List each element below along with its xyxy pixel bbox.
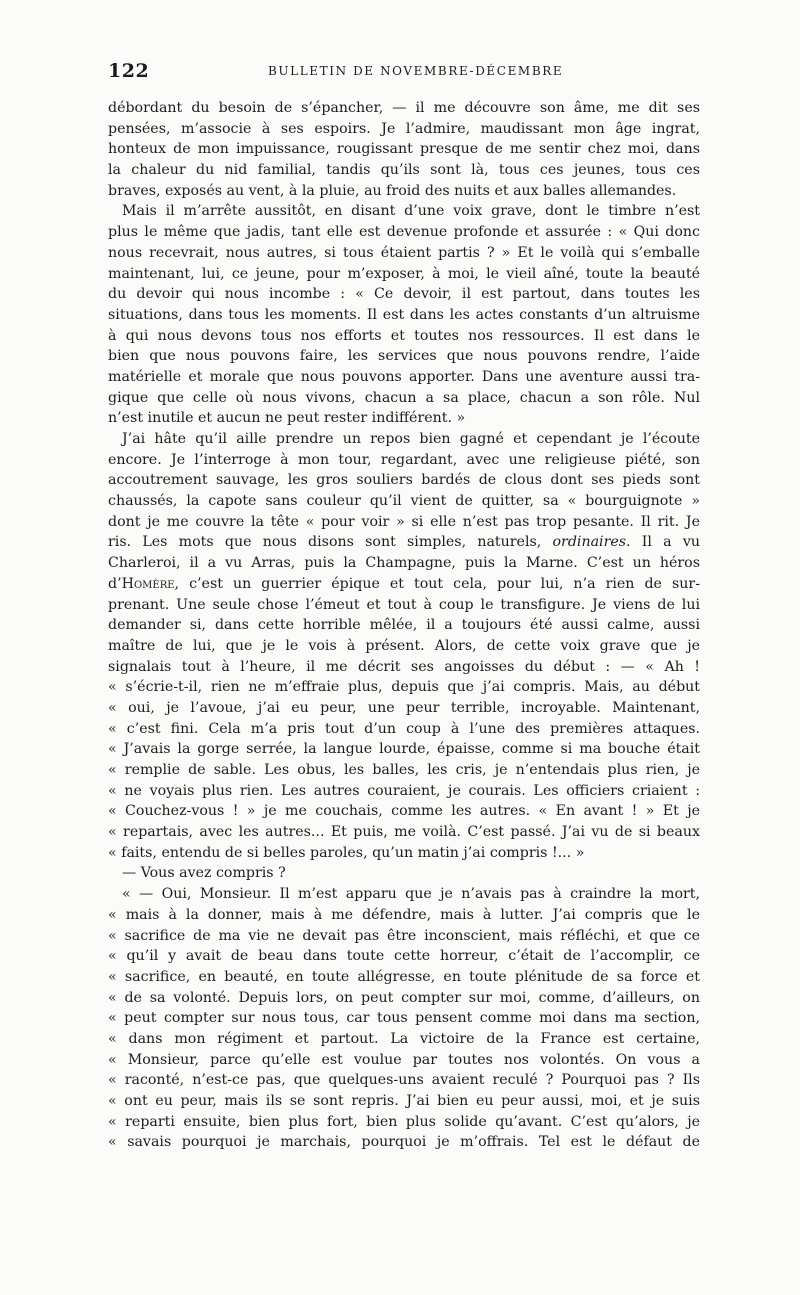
running-head: BULLETIN DE NOVEMBRE-DÉCEMBRE — [268, 64, 564, 78]
text-line: Charleroi, il a vu Arras, puis la Champagne, puis la Marne. C’est un héros — [108, 555, 700, 572]
text-line: la chaleur du nid familial, tandis qu’ils sont là, tous ces jeunes, tous ces — [108, 162, 700, 179]
text-line: « — Oui, Monsieur. Il m’est apparu que je n’avais pas à craindre la mort, — [122, 886, 700, 903]
text-line: encore. Je l’interroge à mon tour, regardant, avec une religieuse piété, son — [108, 451, 700, 468]
text-line: « remplie de sable. Les obus, les balles, les cris, je n’entendais plus rien, je — [108, 762, 700, 778]
text-line: « sacrifice de ma vie ne devait pas être inconscient, mais réfléchi, et que ce — [108, 927, 700, 944]
body-text — [108, 98, 700, 1153]
text-line: « repartais, avec les autres... Et puis, me voilà. C’est passé. J’ai vu de si beaux — [108, 824, 700, 841]
text-line: n’est inutile et aucun ne peut rester indifférent. » — [108, 410, 466, 427]
text-line: d’Homère, c’est un guerrier épique et tout cela, pour lui, n’a rien de sur- — [108, 575, 700, 592]
text-line: accoutrement sauvage, les gros souliers bardés de clous dont ses pieds sont — [108, 472, 700, 489]
text-line: maintenant, lui, ce jeune, pour m’exposer, à moi, le vieil aîné, toute la beauté — [108, 265, 700, 282]
text-line: débordant du besoin de s’épancher, — il me découvre son âme, me dit ses — [108, 100, 700, 116]
text-line: braves, exposés au vent, à la pluie, au froid des nuits et aux balles allemandes. — [108, 182, 677, 199]
text-line: « faits, entendu de si belles paroles, qu’un matin j’ai compris !... » — [108, 844, 585, 861]
text-line: « J’avais la gorge serrée, la langue lourde, épaisse, comme si ma bouche était — [108, 741, 700, 758]
text-line: gique que celle où nous vivons, chacun a sa place, chacun a son rôle. Nul — [108, 389, 700, 406]
text-line: « de sa volonté. Depuis lors, on peut compter sur moi, comme, d’ailleurs, on — [108, 989, 700, 1006]
text-line: « sacrifice, en beauté, en toute allégresse, en toute plénitude de sa force et — [108, 968, 700, 985]
text-line: « s’écrie-t-il, rien ne m’effraie plus, depuis que j’ai compris. Mais, au début — [108, 679, 700, 696]
text-line: « peut compter sur nous tous, car tous pensent comme moi dans ma section, — [108, 1010, 700, 1027]
text-line: signalais tout à l’heure, il me décrit ses angoisses du début : — « Ah ! — [108, 658, 700, 675]
text-line: « dans mon régiment et partout. La victoire de la France est certaine, — [108, 1030, 700, 1047]
text-line: « mais à la donner, mais à me défendre, mais à lutter. J’ai compris que le — [108, 906, 700, 923]
text-line: pensées, m’associe à ses espoirs. Je l’admire, maudissant mon âge ingrat, — [108, 120, 700, 137]
text-line: Mais il m’arrête aussitôt, en disant d’une voix grave, dont le timbre n’est — [122, 203, 700, 220]
text-line: maître de lui, que je le vois à présent. Alors, de cette voix grave que je — [108, 637, 700, 654]
text-line: ris. Les mots que nous disons sont simples, naturels, ordinaires. Il a vu — [108, 534, 700, 551]
page-number: 122 — [108, 60, 150, 82]
text-line: situations, dans tous les moments. Il est dans les actes constants d’un altruisme — [108, 306, 700, 323]
text-line: prenant. Une seule chose l’émeut et tout à coup le transfigure. Je viens de lui — [108, 596, 700, 613]
text-line: — Vous avez compris ? — [122, 865, 286, 882]
text-line: « oui, je l’avoue, j’ai eu peur, une peur terrible, incroyable. Maintenant, — [108, 699, 700, 716]
text-line: « ont eu peur, mais ils se sont repris. J’ai bien eu peur aussi, moi, et je suis — [108, 1093, 700, 1109]
text-line: « Monsieur, parce qu’elle est voulue par toutes nos volontés. On vous a — [108, 1051, 700, 1068]
page-header — [108, 60, 700, 82]
text-line: « ne voyais plus rien. Les autres couraient, je courais. Les officiers criaient : — [108, 782, 700, 799]
text-line: demander si, dans cette horrible mêlée, il a toujours été aussi calme, aussi — [108, 617, 700, 634]
text-line: « c’est fini. Cela m’a pris tout d’un coup à l’une des premières attaques. — [108, 720, 700, 737]
text-line: « Couchez-vous ! » je me couchais, comme les autres. « En avant ! » Et je — [108, 803, 700, 820]
text-line: « reparti ensuite, bien plus fort, bien plus solide qu’avant. C’est qu’alors, je — [108, 1113, 700, 1130]
text-line: J’ai hâte qu’il aille prendre un repos bien gagné et cependant je l’écoute — [122, 431, 700, 447]
text-line: dont je me couvre la tête « pour voir » si elle n’est pas trop pesante. Il rit. Je — [108, 513, 700, 530]
text-line: « raconté, n’est-ce pas, que quelques-uns avaient reculé ? Pourquoi pas ? Ils — [108, 1072, 700, 1089]
text-line: honteux de mon impuissance, rougissant presque de me sentir chez moi, dans — [108, 141, 700, 158]
text-line: nous recevrait, nous autres, si tous étaient partis ? » Et le voilà qui s’emballe — [108, 244, 700, 261]
text-line: « savais pourquoi je marchais, pourquoi je m’offrais. Tel est le défaut de — [108, 1134, 700, 1151]
text-line: chaussés, la capote sans couleur qu’il vient de quitter, sa « bourguignote » — [108, 493, 700, 510]
text-line: bien que nous pouvons faire, les services que nous pouvons rendre, l’aide — [108, 348, 700, 365]
text-line: du devoir qui nous incombe : « Ce devoir, il est partout, dans toutes les — [108, 286, 700, 303]
text-line: plus le même que jadis, tant elle est devenue profonde et assurée : « Qui donc — [108, 224, 700, 241]
text-line: à qui nous devons tous nos efforts et toutes nos ressources. Il est dans le — [108, 327, 700, 344]
text-line: matérielle et morale que nous pouvons apporter. Dans une aventure aussi tra- — [108, 368, 700, 385]
text-line: « qu’il y avait de beau dans toute cette horreur, c’était de l’accomplir, ce — [108, 948, 700, 965]
